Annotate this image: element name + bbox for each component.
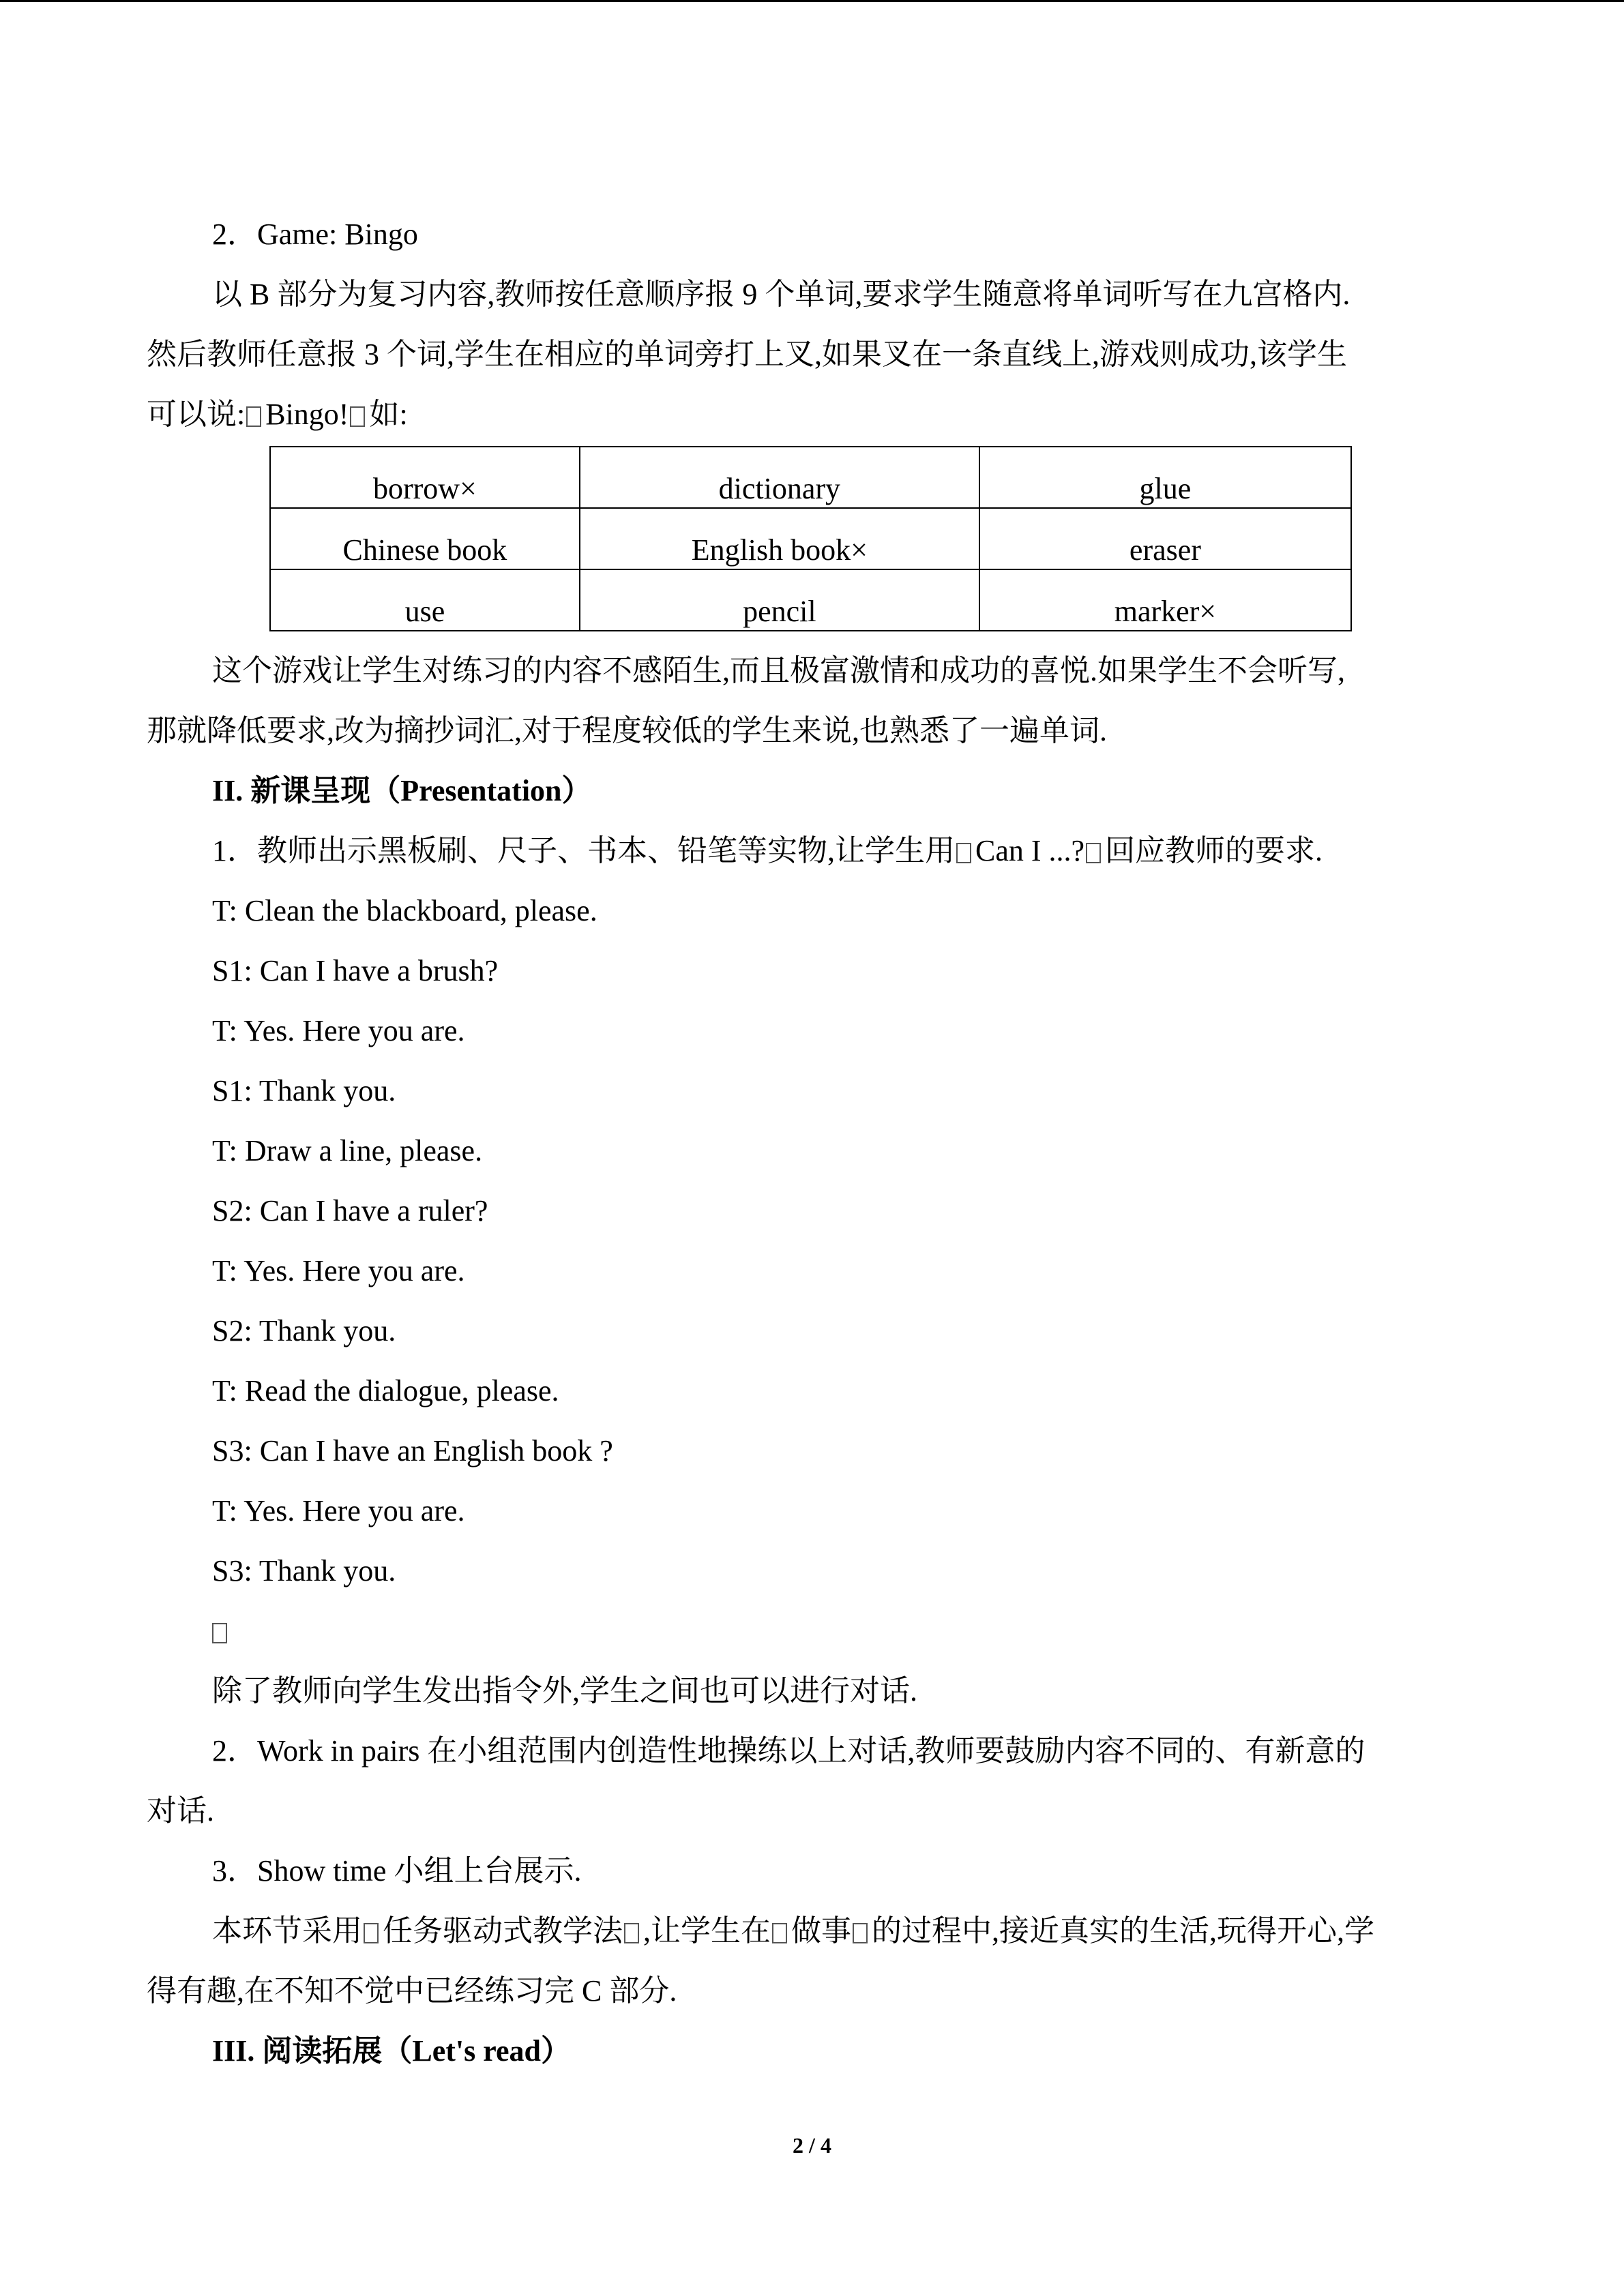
table-cell: English book× <box>580 508 979 569</box>
table-cell: dictionary <box>580 447 979 508</box>
presentation-item-2-line-1: 2．Work in pairs 在小组范围内创造性地操练以上对话,教师要鼓励内容不同的、有新意的 <box>212 1734 1365 1768</box>
missing-quote-glyph-icon <box>246 406 261 427</box>
dialogue-line: S2: Can I have a ruler? <box>212 1194 488 1227</box>
dialogue-line: T: Clean the blackboard, please. <box>212 894 597 927</box>
missing-quote-glyph-icon <box>853 1923 868 1943</box>
missing-quote-glyph-icon <box>1086 843 1101 863</box>
dialogue-line: T: Yes. Here you are. <box>212 1014 465 1047</box>
missing-quote-glyph-icon <box>772 1923 787 1943</box>
section-2-heading: II. 新课呈现（Presentation） <box>212 774 592 807</box>
bingo-line3-post: 如: <box>369 398 408 431</box>
bingo-grid-table <box>269 446 1352 631</box>
dialogue-line: T: Draw a line, please. <box>212 1134 483 1167</box>
table-row <box>270 569 1351 631</box>
table-cell: Chinese book <box>270 508 580 569</box>
page-number: 2 / 4 <box>793 2133 831 2158</box>
bingo-word: Bingo! <box>265 398 349 431</box>
table-row <box>270 447 1351 508</box>
page-top-border <box>0 0 1624 2</box>
dialogue-line: T: Yes. Here you are. <box>212 1254 465 1287</box>
dialogue-line: S3: Can I have an English book ? <box>212 1434 613 1467</box>
item1-pre: 1．教师出示黑板刷、尺子、书本、铅笔等实物,让学生用 <box>212 834 955 867</box>
missing-quote-glyph-icon <box>364 1923 379 1943</box>
table-cell: glue <box>979 447 1351 508</box>
missing-glyph-icon <box>212 1623 227 1643</box>
item1-phrase: Can I ...? <box>975 834 1085 867</box>
summary-mid: ,让学生在 <box>643 1914 771 1948</box>
missing-glyph-line <box>147 1601 1483 1661</box>
dialogue-line: S1: Can I have a brush? <box>212 954 499 987</box>
summary-pre: 本环节采用 <box>212 1914 362 1948</box>
document-page <box>147 205 1483 2081</box>
after-table-line-2: 那就降低要求,改为摘抄词汇,对于程度较低的学生来说,也熟悉了一遍单词. <box>147 714 1107 747</box>
summary-line-2: 得有趣,在不知不觉中已经练习完 C 部分. <box>147 1974 677 2008</box>
missing-quote-glyph-icon <box>350 406 365 427</box>
dialogue-note: 除了教师向学生发出指令外,学生之间也可以进行对话. <box>212 1674 917 1708</box>
bingo-paragraph-line-2: 然后教师任意报 3 个词,学生在相应的单词旁打上叉,如果叉在一条直线上,游戏则成功,该学生 <box>147 338 1347 371</box>
bingo-line3-pre: 可以说: <box>147 398 246 431</box>
dialogue-line: T: Yes. Here you are. <box>212 1494 465 1527</box>
table-row <box>270 508 1351 569</box>
table-cell: eraser <box>979 508 1351 569</box>
summary-doing: 做事 <box>791 1914 851 1948</box>
summary-method: 任务驱动式教学法 <box>383 1914 623 1948</box>
summary-line-1 <box>147 1901 1483 1961</box>
missing-quote-glyph-icon <box>624 1923 639 1943</box>
presentation-item-1 <box>147 821 1483 881</box>
table-cell: marker× <box>979 569 1351 631</box>
dialogue-line: S1: Thank you. <box>212 1074 396 1107</box>
table-cell: pencil <box>580 569 979 631</box>
table-cell: borrow× <box>270 447 580 508</box>
table-cell: use <box>270 569 580 631</box>
bingo-paragraph-line-3 <box>147 385 1483 445</box>
after-table-line-1: 这个游戏让学生对练习的内容不感陌生,而且极富激情和成功的喜悦.如果学生不会听写, <box>212 654 1345 687</box>
missing-quote-glyph-icon <box>956 843 971 863</box>
bingo-paragraph-line-1: 以 B 部分为复习内容,教师按任意顺序报 9 个单词,要求学生随意将单词听写在九宫格内. <box>212 278 1350 311</box>
presentation-item-3: 3．Show time 小组上台展示. <box>212 1854 582 1888</box>
item1-post: 回应教师的要求. <box>1105 834 1323 867</box>
section-3-heading: III. 阅读拓展（Let's read） <box>212 2034 571 2068</box>
presentation-item-2-line-2: 对话. <box>147 1794 214 1828</box>
dialogue-line: T: Read the dialogue, please. <box>212 1374 559 1407</box>
dialogue-line: S3: Thank you. <box>212 1554 396 1587</box>
dialogue-line: S2: Thank you. <box>212 1314 396 1347</box>
bingo-heading: 2．Game: Bingo <box>212 218 418 251</box>
summary-post: 的过程中,接近真实的生活,玩得开心,学 <box>872 1914 1374 1948</box>
